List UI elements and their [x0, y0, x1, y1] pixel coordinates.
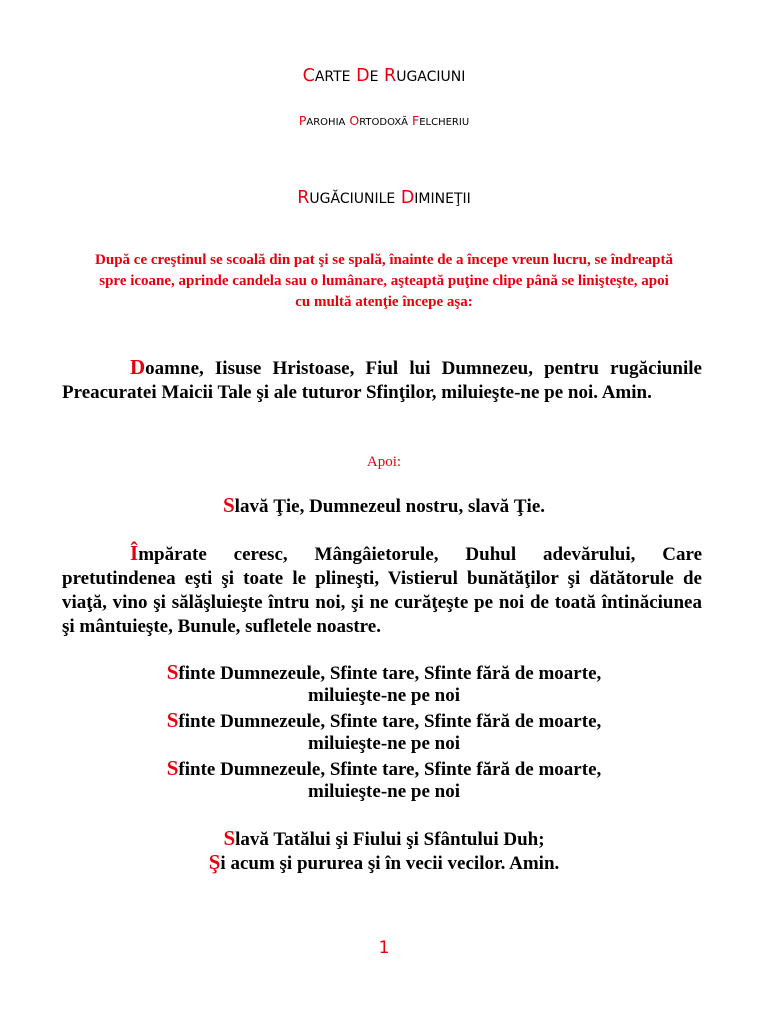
prayer-text: finte Dumnezeule, Sfinte tare, Sfinte fără de moarte, [178, 663, 602, 684]
drop-cap: Ş [208, 850, 221, 874]
prayer-text: oamne, Iisuse Hristoase, Fiul lui Dumnezeu, pentru rugăciunile Preacuratei Maicii Tale şi ale tuturor Sfinţilor, miluieşte-ne pe noi. Amin. [62, 358, 702, 403]
trisagion-line [0, 660, 768, 684]
book-title: CARTE DE RUGACIUNI [302, 66, 466, 86]
rubric-apoi: Apoi: [366, 454, 402, 470]
drop-cap: S [166, 660, 179, 684]
prayer-text: finte Dumnezeule, Sfinte tare, Sfinte fără de moarte, [178, 711, 602, 732]
page-number: 1 [378, 938, 390, 958]
section-title: RUGĂCIUNILE DIMINEŢII [297, 188, 471, 208]
prayer-text: i acum şi pururea şi în vecii vecilor. Amin. [220, 853, 560, 874]
prayer-doamne-iisuse [62, 355, 702, 405]
drop-cap: S [223, 826, 236, 850]
prayer-text: lavă Tatălui şi Fiului şi Sfântului Duh; [235, 829, 545, 850]
intro-rubric: După ce creştinul se scoală din pat şi se spală, înainte de a începe vreun lucru, se îndreaptă spre icoane, aprinde candela sau o lumânare, aşteaptă puţine clipe până se linişteşte, apoi cu multă atenţie începe aşa: [95, 252, 673, 310]
prayer-imparate-ceresc [62, 541, 702, 639]
parish-name: PAROHIA ORTODOXĂ FELCHERIU [298, 113, 470, 128]
prayer-text: finte Dumnezeule, Sfinte tare, Sfinte fără de moarte, [178, 759, 602, 780]
prayer-slava-tie [0, 493, 768, 519]
trisagion-response: miluieşte-ne pe noi [308, 685, 460, 706]
prayer-trisagion [0, 660, 768, 804]
trisagion-response: miluieşte-ne pe noi [308, 781, 460, 802]
trisagion-line [0, 756, 768, 780]
drop-cap: S [166, 708, 179, 732]
drop-cap: S [166, 756, 179, 780]
drop-cap: S [222, 493, 235, 517]
doxology-line [0, 826, 768, 850]
doxology-line [0, 850, 768, 874]
trisagion-line [0, 708, 768, 732]
drop-cap: D [130, 355, 146, 379]
prayer-text: mpărate ceresc, Mângâietorule, Duhul adevărului, Care pretutindenea eşti şi toate le plineşti, Vistierul bunătăţilor şi dătătorule de viaţă, vino şi sălăşluieşte întru noi, şi ne curăţeşte pe noi de toată întinăciunea şi mântuieşte, Bunule, sufletele noastre. [62, 544, 702, 637]
prayer-text: lavă Ţie, Dumnezeul nostru, slavă Ţie. [234, 496, 546, 517]
trisagion-response: miluieşte-ne pe noi [308, 733, 460, 754]
drop-cap: Î [130, 541, 139, 565]
prayer-doxology [0, 826, 768, 874]
